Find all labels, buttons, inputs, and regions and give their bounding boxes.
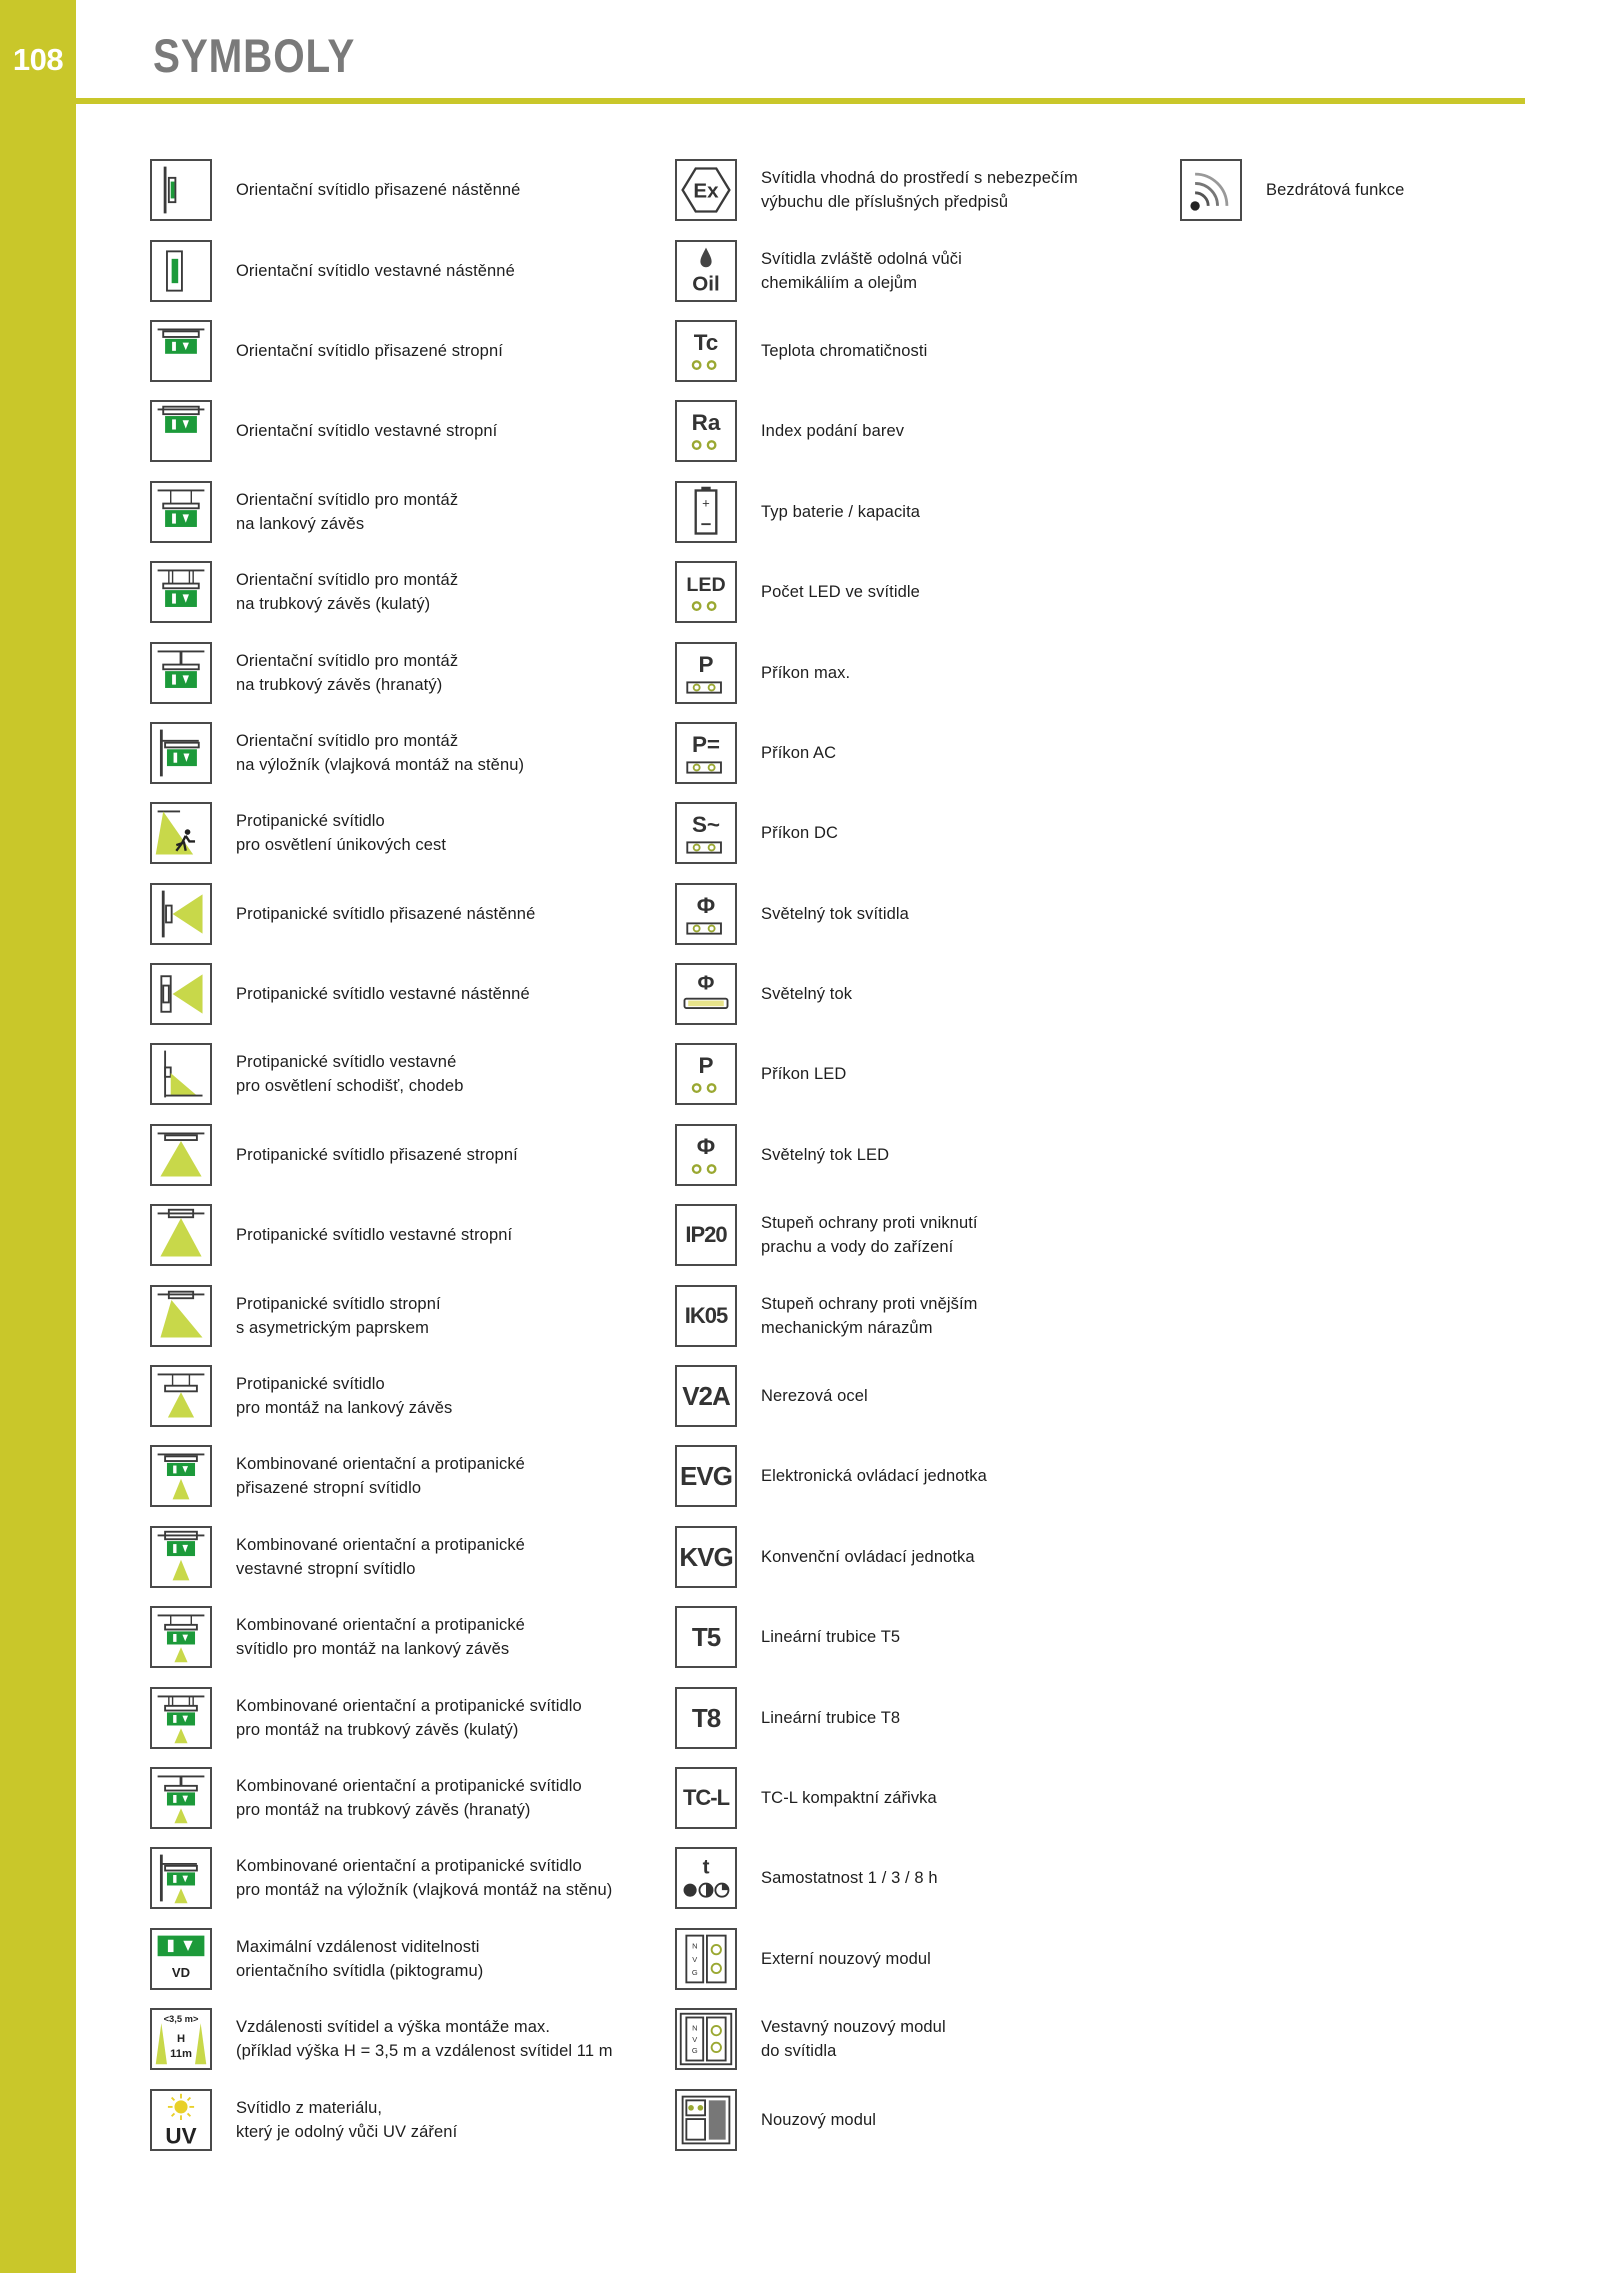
symbol-row xyxy=(675,1919,1145,1999)
symbol-row xyxy=(150,1838,660,1918)
antipanic-stair-icon xyxy=(150,1043,212,1105)
viewing-distance-icon xyxy=(150,1928,212,1990)
symbol-description xyxy=(236,729,524,777)
symbol-row xyxy=(675,1758,1145,1838)
antipanic-ceiling-surface-icon xyxy=(150,1124,212,1186)
led-power-icon xyxy=(675,1043,737,1105)
mounting-height-spacing-label: 11m xyxy=(170,2047,192,2060)
symbol-description xyxy=(761,1062,846,1086)
power-max-icon xyxy=(675,642,737,704)
symbol-description xyxy=(236,982,530,1006)
symbol-description-line: Vzdálenosti svítidel a výška montáže max. xyxy=(236,2018,551,2037)
symbol-description xyxy=(761,1143,889,1167)
symbol-row xyxy=(150,1275,660,1355)
symbol-description-line: Příkon DC xyxy=(761,824,839,843)
symbol-description xyxy=(761,339,927,363)
symbol-row xyxy=(150,1436,660,1516)
oil-resistant-icon xyxy=(675,240,737,302)
symbol-description-line: výbuchu dle příslušných předpisů xyxy=(761,193,1009,212)
symbol-description-line: na trubkový závěs (kulatý) xyxy=(236,595,431,614)
symbol-description-line: přisazené stropní svítidlo xyxy=(236,1479,422,1498)
symbol-description-line: pro montáž na výložník (vlajková montáž na stěnu) xyxy=(236,1881,613,1900)
symbol-description xyxy=(761,1545,975,1569)
symbol-description-line: Protipanické svítidlo vestavné nástěnné xyxy=(236,985,530,1004)
symbol-row xyxy=(1180,150,1520,230)
mounting-height-icon xyxy=(150,2008,212,2070)
symbol-row xyxy=(150,1195,660,1275)
symbol-description xyxy=(236,902,535,926)
symbol-description-line: (příklad výška H = 3,5 m a vzdálenost svítidel 11 m xyxy=(236,2042,613,2061)
symbol-description xyxy=(236,1694,582,1742)
symbol-description-line: Lineární trubice T8 xyxy=(761,1708,901,1727)
luminaire-flux-icon xyxy=(675,883,737,945)
symbol-row xyxy=(150,1517,660,1597)
symbol-row xyxy=(675,391,1145,471)
symbol-row xyxy=(150,1356,660,1436)
symbol-description-line: vestavné stropní svítidlo xyxy=(236,1559,416,1578)
symbol-description-line: Protipanické svítidlo xyxy=(236,1375,385,1394)
mounting-height-h-label: H xyxy=(176,2032,186,2045)
symbol-row xyxy=(150,1919,660,1999)
oil-label: Oil xyxy=(692,272,720,296)
symbol-row xyxy=(675,1517,1145,1597)
symbol-description-line: Orientační svítidlo přisazené nástěnné xyxy=(236,181,521,200)
symbol-description xyxy=(761,500,920,524)
symbol-row xyxy=(675,1597,1145,1677)
symbol-description xyxy=(236,1223,512,1247)
symbol-description-line: svítidlo pro montáž na lankový závěs xyxy=(236,1640,510,1659)
symbols-column-1 xyxy=(150,150,660,2160)
symbol-description-line: Stupeň ochrany proti vnějším xyxy=(761,1294,978,1313)
symbol-description-line: Nouzový modul xyxy=(761,2110,877,2129)
symbol-row xyxy=(675,1677,1145,1757)
symbol-description-line: Orientační svítidlo přisazené stropní xyxy=(236,341,503,360)
symbol-description-line: na trubkový závěs (hranatý) xyxy=(236,675,443,694)
symbol-row xyxy=(675,230,1145,310)
symbol-description-line: Svítidlo z materiálu, xyxy=(236,2098,383,2117)
uv-label: UV xyxy=(165,2122,197,2148)
symbol-description-line: Světelný tok svítidla xyxy=(761,904,909,923)
symbol-description-line: Externí nouzový modul xyxy=(761,1949,931,1968)
symbol-description-line: Příkon AC xyxy=(761,743,837,762)
symbol-row xyxy=(150,713,660,793)
led-flux-label: Φ xyxy=(696,1133,716,1159)
builtin-emergency-module-icon xyxy=(675,2008,737,2070)
symbol-description-line: Orientační svítidlo pro montáž xyxy=(236,571,459,590)
symbol-description xyxy=(236,1050,464,1098)
symbol-description-line: Světelný tok xyxy=(761,985,853,1004)
combined-ceiling-surface-icon xyxy=(150,1445,212,1507)
symbol-row xyxy=(150,552,660,632)
symbol-description-line: TC-L kompaktní zářivka xyxy=(761,1789,937,1807)
symbol-description-line: který je odolný vůči UV záření xyxy=(236,2122,458,2141)
symbol-description xyxy=(236,1533,525,1581)
svg-text:G: G xyxy=(691,1967,698,1977)
t-label: t xyxy=(702,1855,710,1879)
symbol-description xyxy=(236,1143,518,1167)
symbol-row xyxy=(150,1034,660,1114)
symbol-description-line: Protipanické svítidlo přisazené nástěnné xyxy=(236,904,536,923)
power-dc-icon xyxy=(675,802,737,864)
led-count-label: LED xyxy=(686,574,726,597)
conventional-ballast-label: KVG xyxy=(679,1541,733,1572)
symbol-description-line: Kombinované orientační a protipanické xyxy=(236,1455,525,1474)
symbol-row xyxy=(675,1999,1145,2079)
explosion-proof-icon xyxy=(675,159,737,221)
symbol-description-line: Orientační svítidlo pro montáž xyxy=(236,490,459,509)
stainless-steel-label: V2A xyxy=(682,1381,730,1412)
symbol-description-line: Lineární trubice T5 xyxy=(761,1628,901,1647)
symbol-description xyxy=(761,1211,978,1259)
exit-sign-ceiling-recessed-icon xyxy=(150,400,212,462)
exit-sign-square-tube-suspension-icon xyxy=(150,642,212,704)
symbol-row xyxy=(675,1115,1145,1195)
power-max-label: P xyxy=(698,651,714,677)
symbol-description-line: pro montáž na lankový závěs xyxy=(236,1399,453,1418)
symbol-row xyxy=(150,1597,660,1677)
ik-rating-label: IK05 xyxy=(684,1302,728,1328)
ip-rating-icon xyxy=(675,1204,737,1266)
led-count-icon xyxy=(675,561,737,623)
led-power-label: P xyxy=(698,1053,714,1079)
symbol-description-line: Kombinované orientační a protipanické svítidlo xyxy=(236,1777,582,1795)
symbol-description-line: pro montáž na trubkový závěs (hranatý) xyxy=(236,1801,531,1819)
exit-sign-bracket-icon xyxy=(150,722,212,784)
symbol-description-line: Protipanické svítidlo xyxy=(236,812,385,831)
ex-label: Ex xyxy=(693,179,719,203)
symbol-description-line: Svítidla vhodná do prostředí s nebezpečím xyxy=(761,169,1078,188)
symbol-description-line: chemikáliím a olejům xyxy=(761,273,918,292)
exit-sign-round-tube-suspension-icon xyxy=(150,561,212,623)
antipanic-wall-surface-icon xyxy=(150,883,212,945)
symbol-description xyxy=(236,488,458,536)
symbol-row xyxy=(675,311,1145,391)
symbol-description-line: Příkon max. xyxy=(761,663,851,682)
symbol-row xyxy=(675,1436,1145,1516)
antipanic-cable-suspension-icon xyxy=(150,1365,212,1427)
page-number: 108 xyxy=(12,42,64,77)
symbol-description-line: Příkon LED xyxy=(761,1065,847,1084)
symbol-row xyxy=(150,472,660,552)
symbol-row xyxy=(150,1758,660,1838)
svg-text:N: N xyxy=(692,1941,698,1951)
color-rendering-icon xyxy=(675,400,737,462)
color-rendering-label: Ra xyxy=(691,410,721,436)
symbol-description-line: Svítidla zvláště odolná vůči xyxy=(761,249,962,268)
symbol-description xyxy=(761,1866,938,1890)
symbol-description xyxy=(236,568,458,616)
symbol-description xyxy=(761,661,850,685)
symbol-description-line: prachu a vody do zařízení xyxy=(761,1238,954,1257)
svg-text:+: + xyxy=(702,495,710,511)
svg-text:G: G xyxy=(691,2046,698,2056)
symbol-row xyxy=(150,1999,660,2079)
symbol-description-line: Kombinované orientační a protipanické xyxy=(236,1616,525,1635)
symbol-description-line: Elektronická ovládací jednotka xyxy=(761,1467,987,1486)
symbol-description xyxy=(236,419,497,443)
symbol-description xyxy=(236,1292,441,1340)
symbol-description xyxy=(236,1854,612,1902)
battery-icon xyxy=(675,481,737,543)
symbol-description-line: Kombinované orientační a protipanické svítidlo xyxy=(236,1857,582,1876)
symbol-description-line: Index podání barev xyxy=(761,422,905,441)
exit-sign-cable-suspension-icon xyxy=(150,481,212,543)
power-ac-label: P= xyxy=(691,731,721,757)
symbol-description xyxy=(761,419,904,443)
symbol-description-line: Protipanické svítidlo stropní xyxy=(236,1294,441,1313)
exit-sign-ceiling-surface-icon xyxy=(150,320,212,382)
symbols-column-2 xyxy=(675,150,1145,2160)
symbol-description xyxy=(236,809,446,857)
t5-tube-label: T5 xyxy=(691,1622,721,1653)
symbol-row xyxy=(675,793,1145,873)
symbol-description xyxy=(761,247,962,295)
symbol-description-line: Protipanické svítidlo vestavné stropní xyxy=(236,1226,513,1245)
symbol-description xyxy=(761,1384,868,1408)
svg-text:V: V xyxy=(692,1954,698,1964)
electronic-ballast-label: EVG xyxy=(680,1461,732,1492)
symbol-description xyxy=(236,1452,525,1500)
symbol-description xyxy=(761,1947,931,1971)
stainless-steel-icon xyxy=(675,1365,737,1427)
symbol-row xyxy=(150,793,660,873)
symbol-row xyxy=(150,311,660,391)
symbol-description-line: mechanickým nárazům xyxy=(761,1318,933,1337)
symbol-row xyxy=(150,954,660,1034)
symbol-description xyxy=(761,2015,946,2063)
t8-tube-label: T8 xyxy=(691,1702,721,1733)
symbol-description-line: Orientační svítidlo pro montáž xyxy=(236,731,459,750)
symbol-description-line: Orientační svítidlo vestavné nástěnné xyxy=(236,261,515,280)
symbol-row xyxy=(150,874,660,954)
combined-round-tube-icon xyxy=(150,1687,212,1749)
symbol-description-line: Kombinované orientační a protipanické xyxy=(236,1535,525,1554)
symbol-row xyxy=(150,1115,660,1195)
symbol-description xyxy=(236,649,458,697)
symbol-description xyxy=(761,580,920,604)
ik-rating-icon xyxy=(675,1285,737,1347)
symbol-description xyxy=(761,1464,987,1488)
symbol-row xyxy=(150,391,660,471)
tcl-lamp-icon xyxy=(675,1767,737,1829)
symbol-description-line: Nerezová ocel xyxy=(761,1387,868,1406)
symbol-row xyxy=(675,1356,1145,1436)
antipanic-ceiling-recessed-icon xyxy=(150,1204,212,1266)
escape-route-lighting-icon xyxy=(150,802,212,864)
symbol-row xyxy=(150,2079,660,2159)
combined-cable-suspension-icon xyxy=(150,1606,212,1668)
symbol-row xyxy=(675,954,1145,1034)
page-title: SYMBOLY xyxy=(153,29,356,82)
symbol-description xyxy=(761,741,836,765)
symbol-row xyxy=(675,150,1145,230)
autonomy-icon xyxy=(675,1847,737,1909)
symbol-description xyxy=(236,178,520,202)
symbol-row xyxy=(675,1195,1145,1275)
symbol-description xyxy=(761,1292,978,1340)
external-emergency-module-icon xyxy=(675,1928,737,1990)
symbol-description xyxy=(236,2015,613,2063)
combined-square-tube-icon xyxy=(150,1767,212,1829)
symbol-description xyxy=(761,982,852,1006)
symbol-description-line: Protipanické svítidlo vestavné xyxy=(236,1053,457,1072)
phi-label: Φ xyxy=(697,971,715,995)
symbol-description-line: Konvenční ovládací jednotka xyxy=(761,1547,975,1566)
symbol-description xyxy=(761,166,1078,214)
color-temperature-icon xyxy=(675,320,737,382)
symbol-description-line: pro montáž na trubkový závěs (kulatý) xyxy=(236,1720,519,1739)
svg-text:V: V xyxy=(692,2034,698,2044)
symbols-column-3 xyxy=(1180,150,1520,230)
symbol-description-line: Maximální vzdálenost viditelnosti xyxy=(236,1937,480,1956)
symbol-row xyxy=(675,472,1145,552)
antipanic-asymmetric-icon xyxy=(150,1285,212,1347)
symbol-row xyxy=(675,1034,1145,1114)
symbol-row xyxy=(150,230,660,310)
symbol-description-line: Vestavný nouzový modul xyxy=(761,2018,946,2037)
symbol-description-line: Stupeň ochrany proti vniknutí xyxy=(761,1214,978,1233)
luminaire-flux-label: Φ xyxy=(696,892,716,918)
symbol-description-line: na lankový závěs xyxy=(236,514,365,533)
symbol-row xyxy=(675,1275,1145,1355)
svg-text:N: N xyxy=(692,2023,698,2033)
symbol-description xyxy=(236,1372,452,1420)
power-dc-label: S~ xyxy=(691,812,721,838)
symbol-description xyxy=(761,2108,876,2132)
symbol-description xyxy=(236,2096,457,2144)
mounting-height-distance-label: <3,5 m> xyxy=(163,2014,199,2025)
uv-resistant-icon xyxy=(150,2089,212,2151)
symbol-description-line: Bezdrátová funkce xyxy=(1266,181,1405,200)
symbol-row xyxy=(675,2079,1145,2159)
t8-tube-icon xyxy=(675,1687,737,1749)
side-accent-bar xyxy=(0,0,76,2273)
symbol-description xyxy=(236,1613,525,1661)
combined-bracket-icon xyxy=(150,1847,212,1909)
symbol-description xyxy=(236,1935,483,1983)
symbol-description xyxy=(236,259,515,283)
exit-sign-wall-recessed-icon xyxy=(150,240,212,302)
power-ac-icon xyxy=(675,722,737,784)
symbol-description xyxy=(761,902,909,926)
symbol-row xyxy=(675,1838,1145,1918)
symbol-row xyxy=(675,713,1145,793)
viewing-distance-label: VD xyxy=(171,1964,191,1980)
symbol-description-line: Samostatnost 1 / 3 / 8 h xyxy=(761,1869,938,1888)
conventional-ballast-icon xyxy=(675,1526,737,1588)
combined-ceiling-recessed-icon xyxy=(150,1526,212,1588)
symbol-description-line: na výložník (vlajková montáž na stěnu) xyxy=(236,755,525,774)
symbol-description xyxy=(236,339,503,363)
t5-tube-icon xyxy=(675,1606,737,1668)
symbol-description-line: Typ baterie / kapacita xyxy=(761,502,921,521)
symbol-description-line: orientačního svítidla (piktogramu) xyxy=(236,1961,484,1980)
symbol-description-line: Kombinované orientační a protipanické svítidlo xyxy=(236,1696,582,1715)
symbol-row xyxy=(150,632,660,712)
symbol-description-line: do svítidla xyxy=(761,2042,837,2061)
ip-rating-label: IP20 xyxy=(685,1222,727,1248)
symbol-description-line: Orientační svítidlo pro montáž xyxy=(236,651,459,670)
symbol-description-line: pro osvětlení schodišť, chodeb xyxy=(236,1077,464,1096)
symbol-description xyxy=(1266,178,1404,202)
symbol-description-line: s asymetrickým paprskem xyxy=(236,1318,430,1337)
title-rule xyxy=(76,98,1525,104)
antipanic-wall-recessed-icon xyxy=(150,963,212,1025)
symbol-description xyxy=(761,1625,900,1649)
symbol-row xyxy=(675,632,1145,712)
led-flux-icon xyxy=(675,1124,737,1186)
tcl-lamp-label: TC-L xyxy=(682,1785,730,1810)
symbol-description-line: Orientační svítidlo vestavné stropní xyxy=(236,422,498,441)
wireless-icon xyxy=(1180,159,1242,221)
symbol-description xyxy=(761,821,838,845)
symbol-row xyxy=(150,150,660,230)
symbol-row xyxy=(150,1677,660,1757)
symbol-row xyxy=(675,552,1145,632)
electronic-ballast-icon xyxy=(675,1445,737,1507)
symbol-description-line: Světelný tok LED xyxy=(761,1145,890,1164)
symbol-description xyxy=(761,1706,900,1730)
symbol-description xyxy=(236,1774,582,1822)
symbol-description-line: Teplota chromatičnosti xyxy=(761,341,928,360)
color-temperature-label: Tc xyxy=(693,330,719,356)
emergency-module-icon xyxy=(675,2089,737,2151)
lamp-flux-icon xyxy=(675,963,737,1025)
symbol-description-line: pro osvětlení únikových cest xyxy=(236,836,447,855)
symbol-description-line: Počet LED ve svítidle xyxy=(761,583,920,602)
symbol-description-line: Protipanické svítidlo přisazené stropní xyxy=(236,1145,518,1164)
symbol-row xyxy=(675,874,1145,954)
symbol-description xyxy=(761,1786,937,1810)
exit-sign-wall-surface-icon xyxy=(150,159,212,221)
